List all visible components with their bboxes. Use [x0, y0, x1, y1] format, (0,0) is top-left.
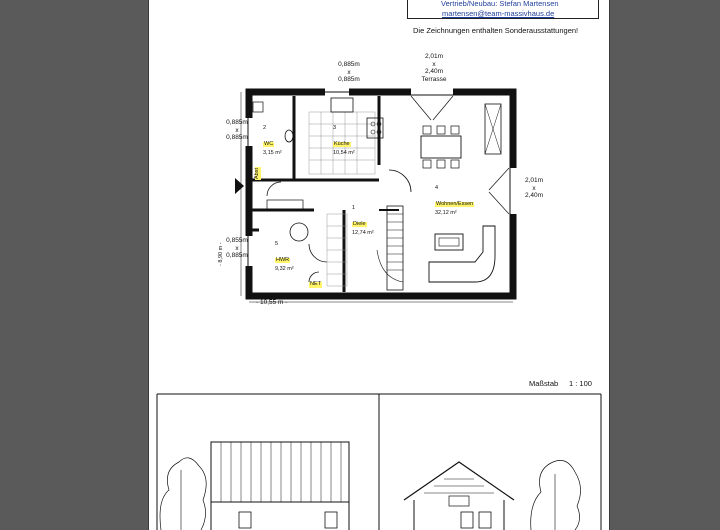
scale-value: 1 : 100 — [569, 379, 592, 388]
terrace-top-dim — [407, 54, 461, 83]
room-name: WC — [264, 140, 274, 147]
dim-line: 2,01m — [424, 53, 444, 60]
dim-line: x — [235, 126, 239, 134]
room-name: Küche — [334, 140, 350, 147]
room-name: HWR — [276, 256, 290, 263]
vertrieb-text: Vertrieb/Neubau: Stefan Martensen — [441, 0, 559, 8]
dim-line: x — [432, 60, 436, 68]
room-number: 4 — [435, 185, 439, 191]
dim-line: x — [347, 68, 351, 76]
dim-line: 0,885m — [226, 134, 248, 141]
dim-line: 0,885m — [226, 252, 248, 259]
room-area: 12,74 m² — [352, 229, 374, 236]
room-area: 10,54 m² — [333, 149, 355, 156]
window-right-dim — [517, 178, 551, 200]
room-name: Diele — [353, 220, 366, 227]
dim-line: 2,01m — [524, 177, 544, 184]
dim-line: 0,885m — [226, 119, 248, 126]
room-area: 3,15 m² — [263, 149, 282, 156]
dim-line: x — [235, 244, 239, 252]
room-hwr — [275, 242, 294, 272]
room-number: 3 — [333, 125, 337, 131]
room-number: 5 — [275, 241, 279, 247]
dim-line: Terrasse — [421, 75, 447, 83]
room-diele — [352, 206, 374, 236]
width-dimension: - 10,55 m - — [256, 299, 288, 306]
scale-label: Maßstab — [529, 379, 559, 388]
dim-line: x — [532, 184, 536, 192]
note-text: Die Zeichnungen enthalten Sonderausstattungen! — [413, 26, 579, 35]
window-left-dim-1 — [219, 120, 255, 142]
window-top-dim — [325, 62, 373, 84]
room-area: 32,12 m² — [435, 209, 457, 216]
dim-line: 0,855m — [226, 237, 248, 244]
room-number: 1 — [352, 205, 356, 211]
net-label: NET — [310, 281, 321, 287]
abst-label: Abst — [254, 167, 260, 179]
room-number: 2 — [263, 125, 267, 131]
room-kueche — [333, 126, 355, 156]
height-dimension: - 8,90 m - — [218, 242, 224, 266]
floor-plan-page — [148, 0, 610, 530]
room-name: Wohnen/Essen — [436, 200, 474, 207]
room-area: 9,32 m² — [275, 265, 294, 272]
room-wc — [263, 126, 282, 156]
dim-line: 2,40m — [424, 68, 444, 75]
dim-line: 0,885m — [338, 76, 360, 83]
dim-line: 0,885m — [338, 61, 360, 68]
dim-line: 2,40m — [524, 192, 544, 199]
email-text[interactable]: martensen@team-massivhaus.de — [442, 9, 555, 18]
room-wohnen — [435, 186, 474, 216]
